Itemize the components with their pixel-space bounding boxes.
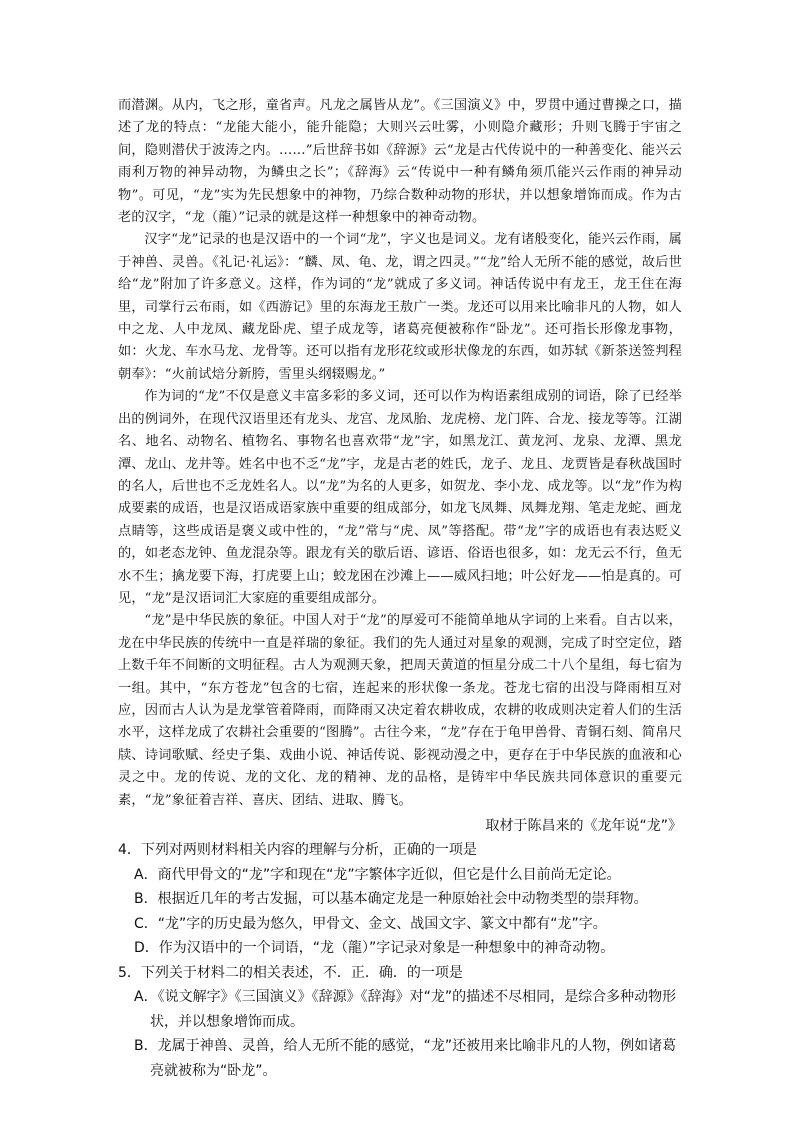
question-stem: 4．下列对两则材料相关内容的理解与分析，正确的一项是	[118, 842, 477, 858]
material-paragraph: 作为词的“龙”不仅是意义丰富多彩的多义词，还可以作为构语素组成别的词语，除了已经举出的例词外，在现代汉语里还有龙头、龙宫、龙凤胎、龙虎榜、龙门阵、合龙、接龙等等。江湖名、地名、动物名、植物名、事物名也喜欢带“龙”字，如黑龙江、黄龙河、龙泉、龙潭、黑龙潭、龙山、龙井等。姓名中也不乏“龙”字，龙是古老的姓氏，龙子、龙且、龙贾皆是春秋战国时的名人，后世也不乏龙姓名人。以“龙”为名的人更多，如贺龙、李小龙、成龙等。以“龙”作为构成要素的成语，也是汉语成语家族中重要的组成部分，如龙飞凤舞、凤舞龙翔、笔走龙蛇、画龙点睛等，这些成语是褒义或中性的，“龙”常与“虎、凤”等搭配。带“龙”字的成语也有表达贬义的，如老态龙钟、鱼龙混杂等。跟龙有关的歇后语、谚语、俗语也很多，如：龙无云不行，鱼无水不生；擒龙要下海，打虎要上山；蛟龙困在沙滩上——威风扫地；叶公好龙——怕是真的。可见，“龙”是汉语词汇大家庭的重要组成部分。	[118, 389, 682, 606]
option-b[interactable]: B．龙属于神兽、灵兽，给人无所不能的感觉，“龙”还被用来比喻非凡的人物，例如诸葛亮就被称为“卧龙”。	[134, 1038, 677, 1079]
option-a[interactable]: A．商代甲骨文的“龙”字和现在“龙”字繁体字近似，但它是什么目前尚无定论。	[134, 866, 621, 883]
question-stem: 5．下列关于材料二的相关表述，不．正．确．的一项是	[118, 964, 463, 981]
option-a[interactable]: A．《说文解字》《三国演义》《辞源》《辞海》对“龙”的描述不尽相同，是综合多种动物形状，并以想象增饰而成。	[134, 989, 677, 1030]
option-d[interactable]: D．作为汉语中的一个词语，“龙（龍）”字记录对象是一种想象中的神奇动物。	[134, 940, 615, 956]
question-5	[118, 961, 682, 1084]
material-paragraph: “龙”是中华民族的象征。中国人对于“龙”的厚爱可不能简单地从字词的上来看。自古以来，龙在中华民族的传统中一直是祥瑞的象征。我们的先人通过对星象的观测，完成了时空定位，踏上数千年不间断的文明征程。古人为观测天象，把周天黄道的恒星分成二十八个星组，每七宿为一组。其中，“东方苍龙”包含的七宿，连起来的形状像一条龙。苍龙七宿的出没与降雨相互对应，因而古人认为是龙掌管着降雨，而降雨又决定着农耕收成，农耕的收成则决定着人们的生活水平，这样龙成了农耕社会重要的“图腾”。古往今来，“龙”存在于龟甲兽骨、青铜石刻、简帛尺牍、诗词歌赋、经史子集、戏曲小说、神话传说、影视动漫之中，更存在于中华民族的血液和心灵之中。龙的传说、龙的文化、龙的精神、龙的品格，是铸牢中华民族共同体意识的重要元素，“龙”象征着吉祥、喜庆、团结、进取、腾飞。	[118, 613, 682, 808]
option-c[interactable]: C．“龙”字的历史最为悠久，甲骨文、金文、战国文字、篆文中都有“龙”字。	[134, 915, 607, 932]
option-b[interactable]: B．根据近几年的考古发掘，可以基本确定龙是一种原始社会中动物类型的崇拜物。	[134, 891, 648, 907]
document-page	[118, 95, 682, 1083]
material-two-text	[118, 95, 682, 812]
material-paragraph: 汉字“龙”记录的也是汉语中的一个词“龙”，字义也是词义。龙有诸般变化，能兴云作雨，属于神兽、灵兽。《礼记·礼运》：“麟、凤、龟、龙，谓之四灵。”“龙”给人无所不能的感觉，故后世给“龙”附加了许多意义。这样，作为词的“龙”就成了多义词。神话传说中有龙王，龙王住在海里，司掌行云布雨，如《西游记》里的东海龙王敖广一类。龙还可以用来比喻非凡的人物，如人中之龙、人中龙凤、藏龙卧虎、望子成龙等，诸葛亮便被称作“卧龙”。还可指长形像龙事物，如：火龙、车水马龙、龙骨等。还可以指有龙形花纹或形状像龙的东西，如苏轼《新茶送签判程朝奉》：“火前试焙分新胯，雪里头纲辍赐龙。”	[118, 232, 682, 382]
material-paragraph: 而潜渊。从内，飞之形，童省声。凡龙之属皆从龙”。《三国演义》中，罗贯中通过曹操之口，描述了龙的特点：“龙能大能小，能升能隐；大则兴云吐雾，小则隐介藏形；升则飞腾于宇宙之间，隐则潜伏于波涛之内。……”后世辞书如《辞源》云“龙是古代传说中的一种善变化、能兴云雨利万物的神异动物，为鳞虫之长”；《辞海》云“传说中一种有鳞角须爪能兴云作雨的神异动物”。可见，“龙”实为先民想象中的神物，乃综合数种动物的形状，并以想象增饰而成。作为古老的汉字，“龙（龍）”记录的就是这样一种想象中的神奇动物。	[118, 98, 682, 226]
material-source: 取材于陈昌来的《龙年说“龙”》	[485, 818, 682, 834]
question-4	[118, 838, 682, 961]
